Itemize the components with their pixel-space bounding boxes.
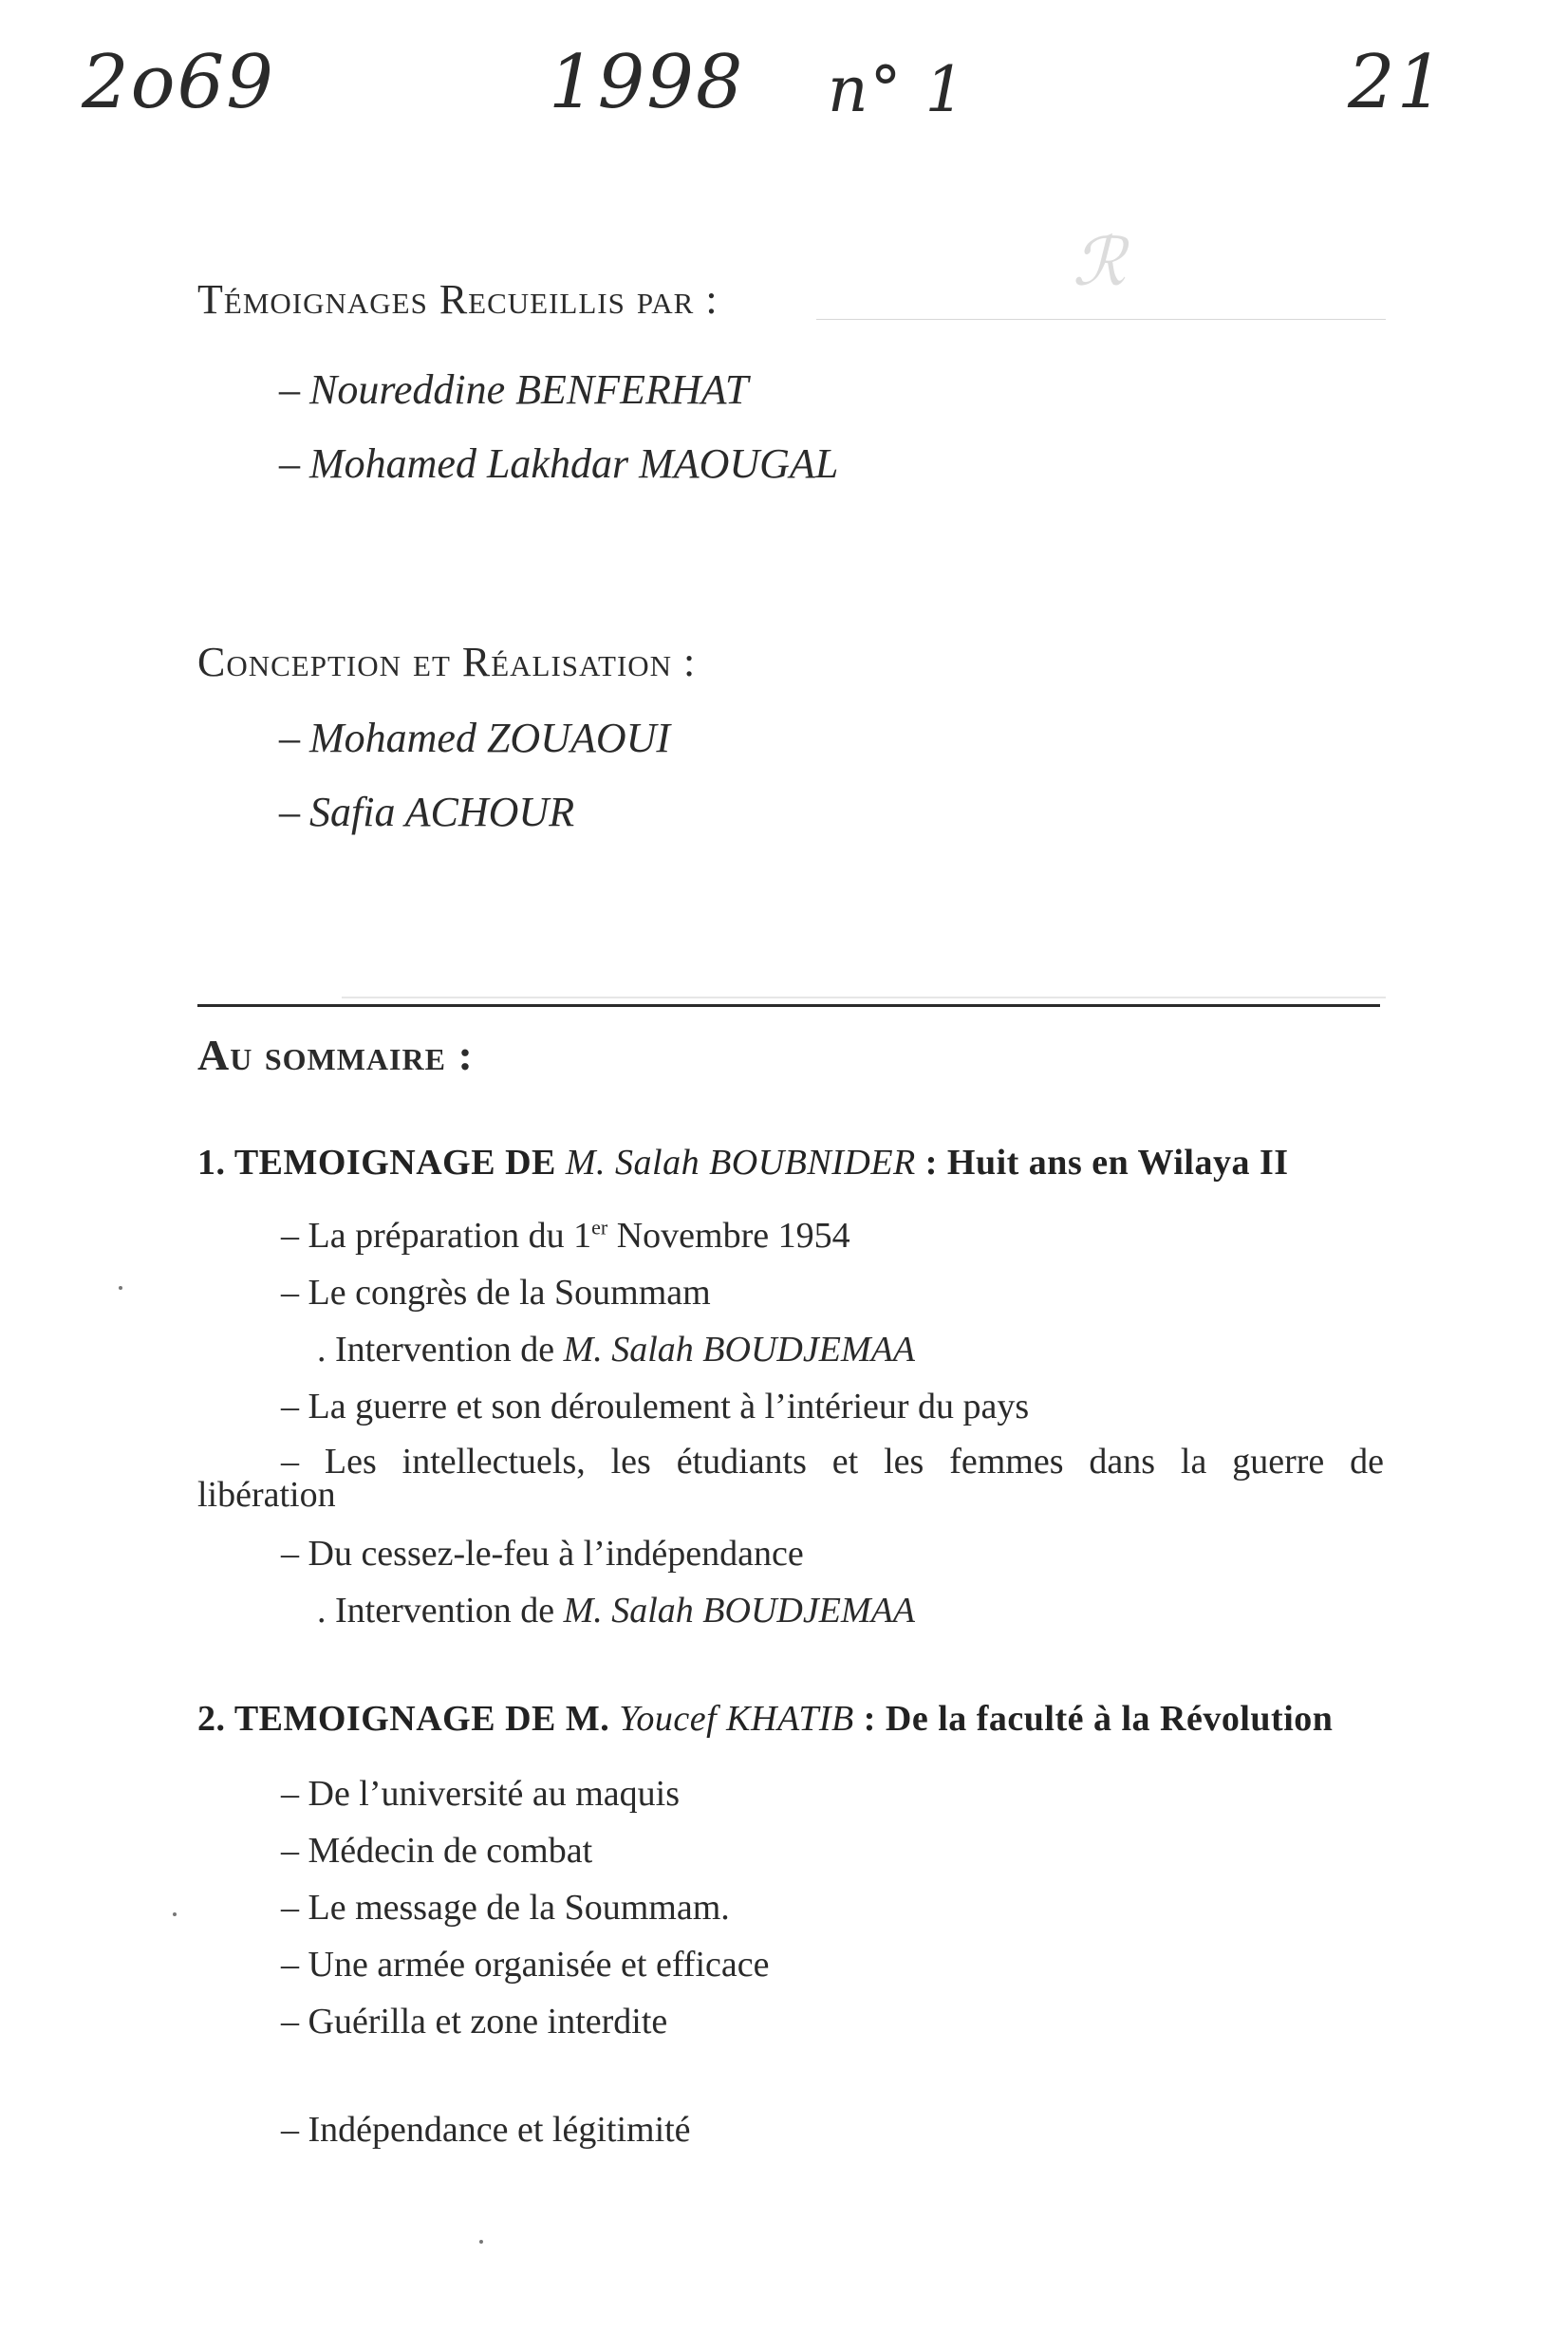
scan-speck	[119, 1286, 122, 1290]
section-2-item-3: – Le message de la Soummam.	[281, 1888, 730, 1928]
bleed-through-shadow	[342, 997, 1386, 1141]
section-2-title: 2. TEMOIGNAGE DE M. Youcef KHATIB : De la faculté à la Révolution	[197, 1699, 1334, 1739]
section-1-item-1: – La préparation du 1er Novembre 1954	[281, 1215, 850, 1256]
section-1-item-5: – Du cessez-le-feu à l’indépendance	[281, 1534, 804, 1574]
handwritten-page-ref: 21	[1348, 40, 1447, 125]
handwritten-issue: n° 1	[828, 53, 967, 126]
section-2-item-5: – Guérilla et zone interdite	[281, 2002, 668, 2041]
design-author-2: – Safia ACHOUR	[279, 789, 575, 835]
section-1-item-3: – La guerre et son déroulement à l’intérieur du pays	[281, 1387, 1030, 1426]
section-divider	[197, 1004, 1380, 1007]
handwritten-catalog-number: 2o69	[82, 40, 275, 125]
bleed-through-mark: ℛ	[1073, 227, 1126, 300]
handwritten-year: 1998	[549, 40, 745, 125]
scan-speck	[479, 2240, 483, 2244]
section-2-item-1: – De l’université au maquis	[281, 1774, 681, 1814]
section-1-title: 1. TEMOIGNAGE DE M. Salah BOUBNIDER : Huit ans en Wilaya II	[197, 1143, 1289, 1183]
faint-rule	[816, 319, 1386, 320]
scan-speck	[173, 1912, 177, 1916]
section-1-intervention-2: . Intervention de M. Salah BOUDJEMAA	[317, 1591, 916, 1631]
section-1-item-4-line-2: libération	[197, 1475, 336, 1515]
design-author-1: – Mohamed ZOUAOUI	[279, 715, 671, 761]
testimony-author-1: – Noureddine BENFERHAT	[279, 366, 749, 413]
design-heading: Conception et Réalisation :	[197, 639, 697, 685]
section-1-intervention-1: . Intervention de M. Salah BOUDJEMAA	[317, 1330, 916, 1370]
section-1-item-2: – Le congrès de la Soummam	[281, 1273, 711, 1313]
summary-heading: Au sommaire :	[197, 1031, 474, 1079]
testimonies-heading: Témoignages Recueillis par :	[197, 276, 719, 323]
section-2-item-4: – Une armée organisée et efficace	[281, 1945, 770, 1985]
testimony-author-2: – Mohamed Lakhdar MAOUGAL	[279, 440, 839, 487]
section-2-item-2: – Médecin de combat	[281, 1831, 593, 1871]
section-2-item-6: – Indépendance et légitimité	[281, 2110, 691, 2150]
section-1-item-4-line-1: – Les intellectuels, les étudiants et les femmes dans la guerre de	[281, 1442, 1384, 1482]
